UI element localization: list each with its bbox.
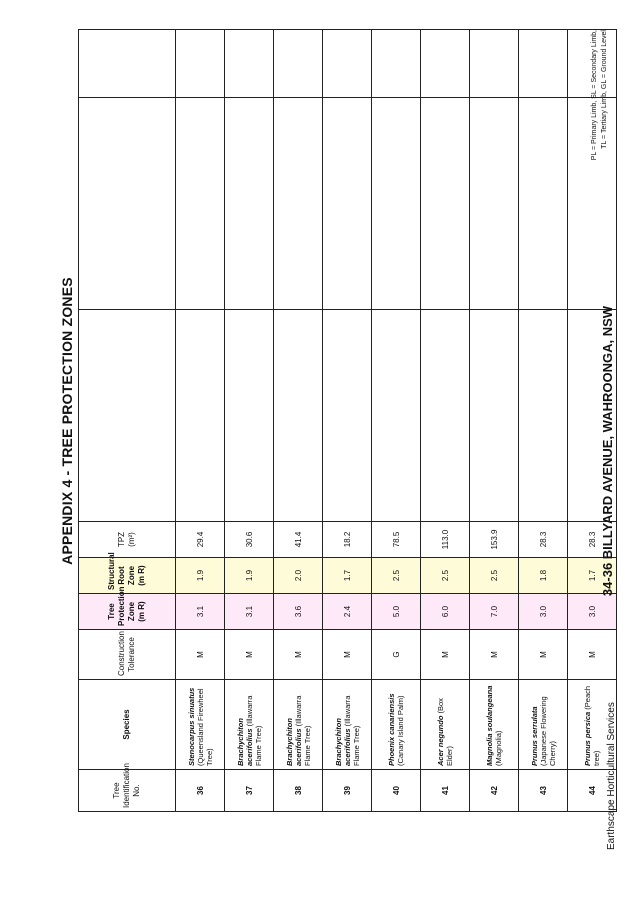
tree-id-cell: 36 — [176, 770, 225, 812]
species-common-name: (Magnolia) — [494, 730, 503, 766]
blank-cell — [372, 30, 421, 98]
tpz-area-cell: 78.5 — [372, 522, 421, 558]
abbreviations-note — [590, 30, 610, 160]
species-latin-name: Brachychiton acerifolius — [333, 718, 352, 766]
species-cell — [470, 680, 519, 770]
blank-cell — [176, 30, 225, 98]
blank-cell — [421, 98, 470, 310]
tolerance-cell: M — [323, 630, 372, 680]
tpz-area-cell: 30.6 — [225, 522, 274, 558]
tree-id-cell: 39 — [323, 770, 372, 812]
species-common-name: (Illawarra Flame Tree) — [293, 695, 312, 766]
blank-cell — [421, 310, 470, 522]
header-blank-2 — [79, 98, 176, 310]
blank-cell — [225, 30, 274, 98]
srz-radius-cell: 1.9 — [176, 558, 225, 594]
header-tree-protection-zone: Tree Protection Zone (m R) — [79, 594, 176, 630]
srz-radius-cell: 2.5 — [470, 558, 519, 594]
table-header-row — [79, 30, 176, 812]
header-tpz-area: TPZ (m²) — [79, 522, 176, 558]
tolerance-cell: G — [372, 630, 421, 680]
table-row — [421, 30, 470, 812]
species-common-name: (Japanese Flowering Cherry) — [538, 696, 557, 766]
tpz-area-cell: 41.4 — [274, 522, 323, 558]
header-tree-id: Tree Identification No. — [79, 770, 176, 812]
species-common-name: (Illawarra Flame Tree) — [244, 695, 263, 766]
tree-protection-table — [78, 29, 617, 812]
blank-cell — [274, 98, 323, 310]
header-construction-tolerance: Construction Tolerance — [79, 630, 176, 680]
species-latin-name: Brachychiton acerifolius — [284, 718, 303, 766]
species-common-name: (Canary Island Palm) — [396, 695, 405, 766]
table-row — [470, 30, 519, 812]
tree-id-cell: 42 — [470, 770, 519, 812]
tpz-radius-cell: 3.6 — [274, 594, 323, 630]
tolerance-cell: M — [470, 630, 519, 680]
blank-cell — [323, 98, 372, 310]
tpz-radius-cell: 2.4 — [323, 594, 372, 630]
blank-cell — [274, 310, 323, 522]
site-address: 34-36 BILLYARD AVENUE, WAHROONGA, NSW — [600, 305, 615, 597]
blank-cell — [470, 98, 519, 310]
blank-cell — [372, 98, 421, 310]
species-latin-name: Stenocarpus sinuatus — [186, 687, 196, 766]
tolerance-cell: M — [421, 630, 470, 680]
tree-id-cell: 38 — [274, 770, 323, 812]
abbreviations-line-1: PL = Primary Limb, SL = Secondary Limb, — [591, 30, 598, 161]
species-cell — [176, 680, 225, 770]
tree-id-cell: 43 — [519, 770, 568, 812]
blank-cell — [274, 30, 323, 98]
appendix-title: APPENDIX 4 - TREE PROTECTION ZONES — [59, 277, 75, 565]
header-species: Species — [79, 680, 176, 770]
table-row — [519, 30, 568, 812]
species-cell — [372, 680, 421, 770]
blank-cell — [176, 310, 225, 522]
table-row — [323, 30, 372, 812]
table-row — [225, 30, 274, 812]
tolerance-cell: M — [176, 630, 225, 680]
blank-cell — [519, 30, 568, 98]
blank-cell — [519, 310, 568, 522]
species-latin-name: Brachychiton acerifolius — [235, 718, 254, 766]
species-common-name: (Queensland Firewheel Tree) — [195, 688, 214, 766]
tpz-area-cell: 113.0 — [421, 522, 470, 558]
species-cell — [519, 680, 568, 770]
blank-cell — [323, 30, 372, 98]
tpz-radius-cell: 3.1 — [176, 594, 225, 630]
tpz-radius-cell: 5.0 — [372, 594, 421, 630]
species-latin-name: Acer negundo — [436, 715, 445, 766]
species-latin-name: Prunus persica — [583, 711, 592, 766]
blank-cell — [176, 98, 225, 310]
srz-radius-cell: 2.5 — [372, 558, 421, 594]
tpz-radius-cell: 7.0 — [470, 594, 519, 630]
tpz-area-cell: 29.4 — [176, 522, 225, 558]
blank-cell — [421, 30, 470, 98]
tpz-area-cell: 28.3 — [568, 522, 617, 558]
tpz-radius-cell: 3.0 — [568, 594, 617, 630]
species-cell — [225, 680, 274, 770]
tolerance-cell: M — [519, 630, 568, 680]
tree-id-cell: 44 — [568, 770, 617, 812]
species-latin-name: Magnolia soulangeana — [485, 685, 494, 766]
species-common-name: (Box Elder) — [436, 698, 454, 766]
species-latin-name: Phoenix canariensis — [387, 693, 396, 766]
blank-cell — [470, 30, 519, 98]
tolerance-cell: M — [225, 630, 274, 680]
blank-cell — [372, 310, 421, 522]
table-row — [274, 30, 323, 812]
blank-cell — [225, 98, 274, 310]
species-cell — [323, 680, 372, 770]
srz-radius-cell: 1.8 — [519, 558, 568, 594]
tree-id-cell: 41 — [421, 770, 470, 812]
tpz-radius-cell: 3.0 — [519, 594, 568, 630]
srz-radius-cell: 2.5 — [421, 558, 470, 594]
species-common-name: (Illawarra Flame Tree) — [342, 695, 361, 766]
blank-cell — [323, 310, 372, 522]
blank-cell — [470, 310, 519, 522]
tolerance-cell: M — [274, 630, 323, 680]
species-latin-name: Prunus serrulata — [529, 706, 539, 766]
tpz-area-cell: 18.2 — [323, 522, 372, 558]
header-blank-1 — [79, 310, 176, 522]
srz-radius-cell: 2.0 — [274, 558, 323, 594]
abbreviations-line-2: TL = Tertiary Limb, GL = Ground Level — [601, 30, 608, 149]
blank-cell — [519, 98, 568, 310]
species-cell — [421, 680, 470, 770]
srz-radius-cell: 1.7 — [323, 558, 372, 594]
tpz-area-cell: 28.3 — [519, 522, 568, 558]
header-blank-3 — [79, 30, 176, 98]
company-name: Earthscape Horticultural Services — [606, 702, 617, 850]
tolerance-cell: M — [568, 630, 617, 680]
table-row — [176, 30, 225, 812]
tree-id-cell: 40 — [372, 770, 421, 812]
srz-radius-cell: 1.9 — [225, 558, 274, 594]
species-cell — [274, 680, 323, 770]
species-common-name: (Peach tree) — [583, 685, 601, 766]
tree-id-cell: 37 — [225, 770, 274, 812]
srz-radius-cell: 1.7 — [568, 558, 617, 594]
tpz-radius-cell: 3.1 — [225, 594, 274, 630]
table-row — [372, 30, 421, 812]
blank-cell — [225, 310, 274, 522]
tpz-area-cell: 153.9 — [470, 522, 519, 558]
tpz-radius-cell: 6.0 — [421, 594, 470, 630]
header-structural-root-zone: Structural Root Zone (m R) — [79, 558, 176, 594]
